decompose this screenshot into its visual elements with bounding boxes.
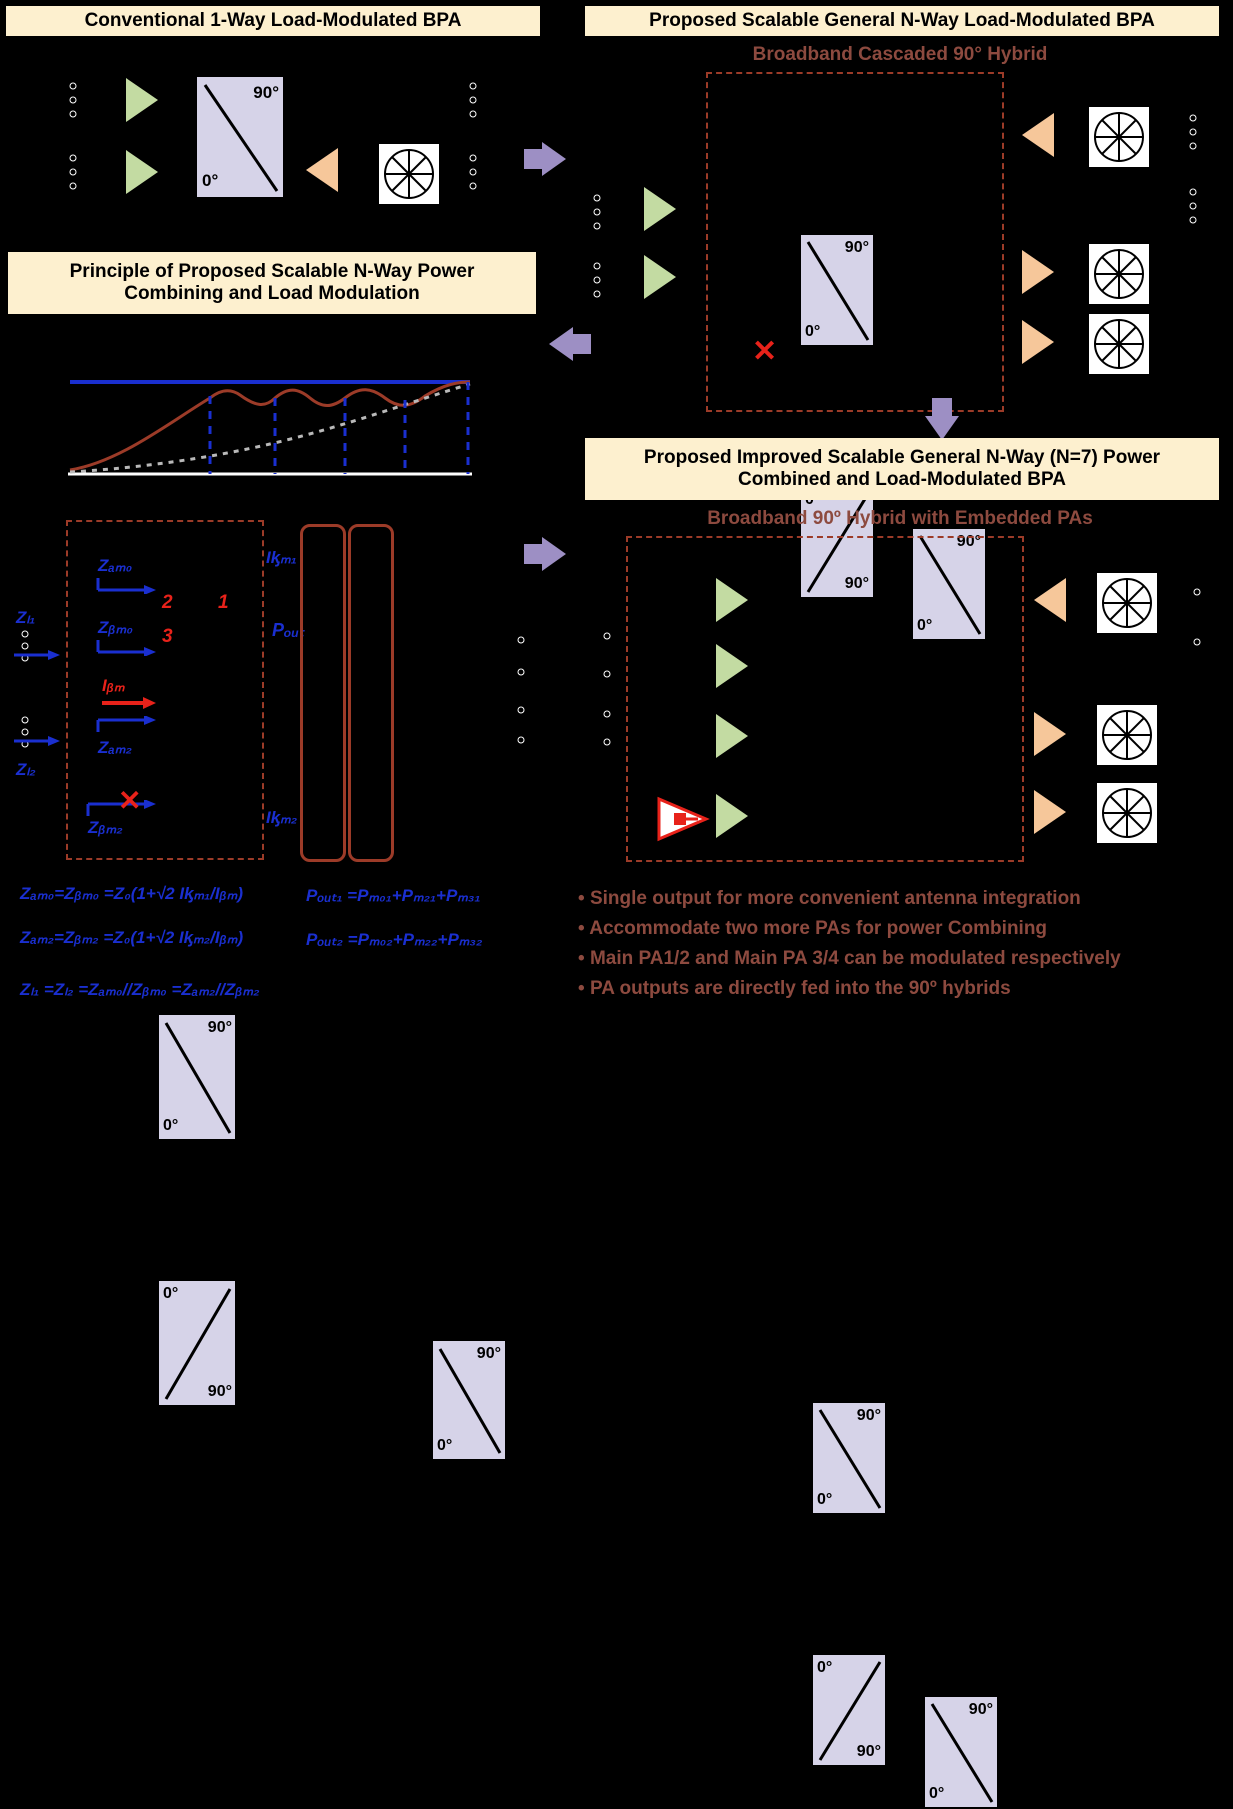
amplifier-triangle-orange bbox=[1022, 250, 1054, 294]
hybrid-label-90: 90° bbox=[844, 575, 869, 592]
flow-arrow-left bbox=[549, 327, 573, 361]
benefits-list bbox=[578, 884, 1218, 1004]
hybrid-label-0: 0° bbox=[202, 171, 219, 190]
combiner-line-left bbox=[300, 524, 346, 862]
improved-title-line2: Combined and Load-Modulated BPA bbox=[738, 469, 1066, 490]
hybrid-label-0: 0° bbox=[817, 1491, 833, 1508]
impedance-label-zam2: Zₐₘ₂ bbox=[98, 738, 132, 757]
output-port-mark bbox=[1182, 112, 1204, 157]
amplifier-triangle-green bbox=[126, 78, 158, 122]
amplifier-triangle-orange bbox=[1022, 113, 1054, 157]
amplifier-triangle-green bbox=[716, 578, 748, 622]
list-item: • Main PA1/2 and Main PA 3/4 can be modulated respectively bbox=[578, 948, 1121, 970]
current-label-icm2: Iᶄₘ₂ bbox=[266, 808, 298, 827]
hybrid-label-0: 0° bbox=[929, 1785, 945, 1802]
list-item: • Accommodate two more PAs for power Combining bbox=[578, 918, 1048, 940]
output-port-mark bbox=[462, 80, 484, 125]
hybrid-coupler bbox=[924, 1696, 998, 1808]
amplifier-triangle-green bbox=[644, 255, 676, 299]
current-label-ibm: Iᵦₘ bbox=[102, 676, 125, 695]
equation-1: Zₐₘ₀=Zᵦₘ₀ =Z₀(1+√2 Iᶄₘ₁/Iᵦₘ) bbox=[20, 884, 244, 903]
node-number-3: 3 bbox=[162, 626, 173, 647]
antenna-icon bbox=[1096, 782, 1158, 849]
impedance-arrow bbox=[12, 648, 62, 666]
hybrid-coupler bbox=[158, 1014, 236, 1140]
impedance-label-zamo: Zₐₘ₀ bbox=[98, 556, 133, 575]
hybrid-coupler bbox=[432, 1340, 506, 1460]
hybrid-label-90: 90° bbox=[253, 83, 279, 102]
output-port-mark bbox=[1186, 584, 1208, 689]
amplifier-triangle-green bbox=[716, 794, 748, 838]
current-label-icm1: Iᶄₘ₁ bbox=[266, 548, 297, 567]
conventional-panel-title: Conventional 1-Way Load-Modulated BPA bbox=[6, 6, 540, 36]
amplifier-triangle-green bbox=[716, 714, 748, 758]
proposed-subheader: Broadband Cascaded 90° Hybrid bbox=[752, 44, 1048, 65]
list-item: • PA outputs are directly fed into the 90º hybrids bbox=[578, 978, 1011, 1000]
amplifier-triangle-orange bbox=[1034, 578, 1066, 622]
highlighted-pa-icon bbox=[656, 796, 710, 847]
impedance-label-zbm2: Zᵦₘ₂ bbox=[88, 818, 123, 837]
current-arrow-red bbox=[100, 696, 158, 714]
principle-title-line2: Combining and Load Modulation bbox=[124, 283, 420, 304]
improved-subheader: Broadband 90º Hybrid with Embedded PAs bbox=[707, 508, 1093, 529]
amplifier-triangle-green bbox=[644, 187, 676, 231]
flow-arrow-left-shaft bbox=[573, 334, 591, 354]
flow-arrow-right-shaft bbox=[524, 544, 542, 564]
flow-arrow-right bbox=[542, 537, 566, 571]
node-number-2: 2 bbox=[162, 592, 173, 613]
input-port-mark bbox=[586, 192, 608, 237]
input-port-mark bbox=[586, 260, 608, 305]
antenna-icon bbox=[1096, 704, 1158, 771]
equation-4: Pₒᵤₜ₁ =Pₘ₀₁+Pₘ₂₁+Pₘ₃₁ bbox=[306, 886, 481, 905]
efficiency-chart bbox=[60, 362, 480, 482]
hybrid-label-90: 90° bbox=[844, 239, 869, 256]
equation-5: Pₒᵤₜ₂ =Pₘ₀₂+Pₘ₂₂+Pₘ₃₂ bbox=[306, 930, 483, 949]
impedance-label-zl2: Zₗ₂ bbox=[16, 760, 36, 779]
impedance-arrow bbox=[96, 576, 158, 599]
terminated-port-x-mark: ✕ bbox=[752, 335, 778, 368]
hybrid-coupler bbox=[812, 1402, 886, 1514]
hybrid-label-90: 90° bbox=[956, 533, 981, 550]
output-port-mark bbox=[1182, 186, 1204, 231]
impedance-arrow bbox=[96, 638, 158, 661]
antenna-icon bbox=[378, 143, 440, 210]
flow-arrow-down bbox=[925, 416, 959, 440]
hybrid-label-90: 90° bbox=[476, 1345, 501, 1362]
antenna-icon bbox=[1088, 106, 1150, 173]
improved-title-line1: Proposed Improved Scalable General N-Way (N=7) Power bbox=[643, 447, 1161, 469]
output-port-mark bbox=[510, 632, 532, 757]
antenna-icon bbox=[1088, 313, 1150, 380]
hybrid-coupler bbox=[158, 1280, 236, 1406]
principle-title-line1: Principle of Proposed Scalable N-Way Power bbox=[69, 261, 475, 283]
amplifier-triangle-orange bbox=[306, 148, 338, 192]
equation-3: Zₗ₁ =Zₗ₂ =Zₐₘ₀//Zᵦₘ₀ =Zₐₘ₂//Zᵦₘ₂ bbox=[20, 980, 260, 999]
equation-2: Zₐₘ₂=Zᵦₘ₂ =Z₀(1+√2 Iᶄₘ₂/Iᵦₘ) bbox=[20, 928, 244, 947]
impedance-arrow bbox=[96, 716, 158, 739]
impedance-label-zbmo: Zᵦₘ₀ bbox=[98, 618, 133, 637]
hybrid-label-0: 0° bbox=[163, 1285, 179, 1302]
antenna-icon bbox=[1096, 572, 1158, 639]
hybrid-label-0: 0° bbox=[817, 1659, 833, 1676]
input-port-mark bbox=[596, 628, 618, 753]
hybrid-label-90: 90° bbox=[207, 1383, 232, 1400]
hybrid-label-90: 90° bbox=[856, 1407, 881, 1424]
amplifier-triangle-green bbox=[126, 150, 158, 194]
hybrid-label-0: 0° bbox=[437, 1437, 453, 1454]
antenna-icon bbox=[1088, 243, 1150, 310]
hybrid-label-90: 90° bbox=[968, 1701, 993, 1718]
impedance-label-zl1: Zₗ₁ bbox=[16, 608, 36, 627]
amplifier-triangle-orange bbox=[1034, 790, 1066, 834]
flow-arrow-right bbox=[542, 142, 566, 176]
amplifier-triangle-green bbox=[716, 644, 748, 688]
flow-arrow-down-shaft bbox=[932, 398, 952, 416]
principle-panel-title bbox=[8, 252, 536, 314]
combiner-line-right bbox=[348, 524, 394, 862]
terminated-port-x-mark: ✕ bbox=[118, 785, 142, 816]
hybrid-coupler bbox=[196, 76, 284, 198]
input-port-mark bbox=[62, 80, 84, 125]
improved-panel-title bbox=[585, 438, 1219, 500]
amplifier-triangle-orange bbox=[1034, 712, 1066, 756]
node-number-1: 1 bbox=[218, 592, 229, 613]
hybrid-coupler bbox=[812, 1654, 886, 1766]
flow-arrow-right-shaft bbox=[524, 149, 542, 169]
hybrid-label-0: 0° bbox=[917, 617, 933, 634]
proposed-panel-title: Proposed Scalable General N-Way Load-Modulated BPA bbox=[585, 6, 1219, 36]
hybrid-coupler bbox=[800, 234, 874, 346]
hybrid-label-0: 0° bbox=[805, 323, 821, 340]
amplifier-triangle-orange bbox=[1022, 320, 1054, 364]
hybrid-label-90: 90° bbox=[207, 1019, 232, 1036]
output-port-mark bbox=[462, 152, 484, 197]
hybrid-label-90: 90° bbox=[856, 1743, 881, 1760]
impedance-arrow bbox=[12, 734, 62, 752]
input-port-mark bbox=[62, 152, 84, 197]
hybrid-label-0: 0° bbox=[163, 1117, 179, 1134]
power-label-pout: Pₒᵤₜ bbox=[272, 620, 305, 640]
list-item: • Single output for more convenient antenna integration bbox=[578, 888, 1081, 909]
